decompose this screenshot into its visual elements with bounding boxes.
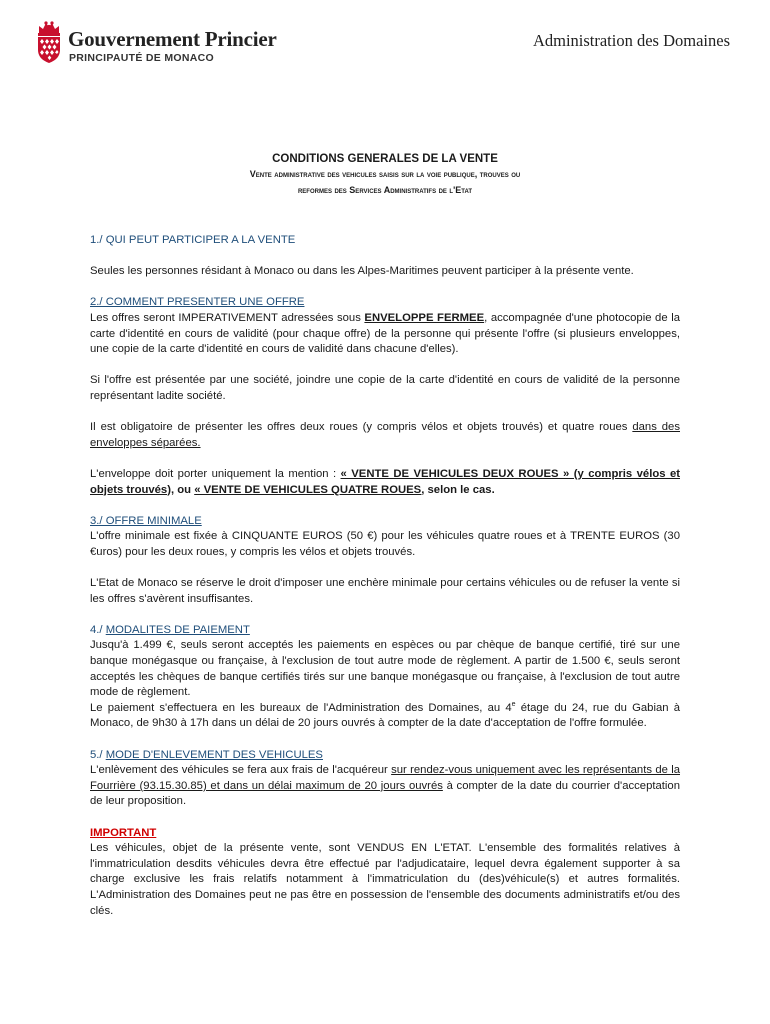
section-2-paragraph-3 bbox=[90, 420, 680, 451]
government-title: Gouvernement Princier bbox=[68, 27, 277, 51]
document-body bbox=[90, 233, 680, 919]
important-paragraph: Les véhicules, objet de la présente vente, sont VENDUS EN L'ETAT. L'ensemble des formalités relatives à l'immatriculation desdits véhicules devra être effectué par l'adjudicataire, lequel devra également supporter à sa charge exclusive les frais relatifs notamment à l'immatriculation du (des)véhicule(s) et autres formalités. L'Administration des Domaines peut ne pas être en possession de l'ensemble des documents administratifs et/ou des clés. bbox=[90, 842, 680, 917]
section-5-paragraph-1 bbox=[90, 763, 680, 810]
section-5-heading bbox=[90, 748, 680, 764]
text-run: L'enveloppe doit porter uniquement la mention : bbox=[90, 467, 341, 480]
section-3-heading: 3./ OFFRE MINIMALE bbox=[90, 514, 202, 527]
section-4-number: 4./ bbox=[90, 623, 106, 636]
section-4-paragraph-1: Jusqu'à 1.499 €, seuls seront acceptés les paiements en espèces ou par chèque de banque certifié, tiré sur une banque monégasque ou française, à l'exclusion de tout autre mode de règlement. A partir de 1.500 €, seuls seront acceptés les chèques de banque certifiés tirés sur une banque monégasque ou française, à l'exclusion de tout autre mode de règlement. bbox=[90, 639, 680, 699]
text-run: selon le cas. bbox=[424, 483, 495, 496]
text-run: , accompagnée d'une photocopie de la carte d'identité en cours de validité (pour chaque offre) de la personne qui présente l'offre (si plusieurs enveloppes, une copie de la carte d'identité en cours de validité dans chacune d'elles). bbox=[90, 311, 680, 356]
text-run: Il est obligatoire de présenter les offres deux roues (y compris vélos et objets trouvés) et quatre roues bbox=[90, 421, 633, 434]
section-1-heading: 1./ QUI PEUT PARTICIPER A LA VENTE bbox=[90, 234, 296, 246]
section-1-paragraph: Seules les personnes résidant à Monaco ou dans les Alpes-Maritimes peuvent participer à la présente vente. bbox=[90, 265, 634, 278]
mention-two-wheels: « VENTE DE VEHICULES DEUX ROUES » (y compris vélos et objets trouvés) bbox=[90, 467, 680, 496]
page-title: CONDITIONS GENERALES DE LA VENTE bbox=[272, 153, 498, 165]
section-5-title: MODE D'ENLEVEMENT DES VEHICULES bbox=[105, 748, 323, 761]
page-header bbox=[0, 0, 770, 80]
envelope-emphasis: ENVELOPPE FERMEE bbox=[364, 311, 485, 324]
section-2-paragraph-4 bbox=[90, 467, 680, 498]
text-run: Les offres seront IMPERATIVEMENT adressées sous bbox=[90, 311, 365, 324]
section-4-heading bbox=[90, 623, 680, 639]
text-run: étage du 24, rue du Gabian à Monaco, de 9h30 à 17h dans un délai de 20 jours ouvrés à compter de la date d'acceptation de l'offre formulée. bbox=[90, 701, 680, 730]
section-2-heading: 2./ COMMENT PRESENTER UNE OFFRE bbox=[90, 296, 305, 309]
text-run: , ou bbox=[170, 483, 195, 496]
text-run: L'enlèvement des véhicules se fera aux frais de l'acquéreur bbox=[90, 764, 392, 777]
text-run: à compter de la date du courrier d'acceptation de leur proposition. bbox=[90, 779, 680, 808]
monaco-crest-icon bbox=[34, 20, 64, 64]
section-3-paragraph-2: L'Etat de Monaco se réserve le droit d'imposer une enchère minimale pour certains véhicules ou de refuser la vente si les offres s'avèrent insuffisantes. bbox=[90, 577, 680, 605]
section-4-paragraph-2 bbox=[90, 701, 680, 732]
subtitle-line-2: reformes des Services Administratifs de l'Etat bbox=[297, 185, 473, 195]
mention-four-wheels: « VENTE DE VEHICULES QUATRE ROUES, bbox=[194, 483, 425, 496]
text-run: Le paiement s'effectuera en les bureaux de l'Administration des Domaines, au 4 bbox=[90, 701, 512, 714]
superscript: e bbox=[511, 701, 516, 709]
important-heading: IMPORTANT bbox=[90, 826, 157, 839]
administration-name: Administration des Domaines bbox=[532, 31, 730, 50]
section-4-title: MODALITES DE PAIEMENT bbox=[105, 623, 250, 636]
section-2-paragraph-1 bbox=[90, 311, 680, 358]
document-titles bbox=[90, 152, 680, 198]
section-2-paragraph-2: Si l'offre est présentée par une société, joindre une copie de la carte d'identité en cours de validité de la personne représentant ladite société. bbox=[90, 374, 680, 402]
section-5-number: 5./ bbox=[90, 748, 106, 761]
subtitle-line-1: Vente administrative des vehicules saisis sur la voie publique, trouves ou bbox=[249, 169, 521, 179]
section-3-paragraph-1: L'offre minimale est fixée à CINQUANTE EUROS (50 €) pour les véhicules quatre roues et à TRENTE EUROS (30 €uros) pour les deux roues, y compris les vélos et objets trouvés. bbox=[90, 530, 680, 558]
separate-envelopes-emphasis: dans des enveloppes séparées. bbox=[90, 421, 680, 449]
government-subtitle: PRINCIPAUTÉ DE MONACO bbox=[69, 52, 214, 64]
appointment-emphasis: sur rendez-vous uniquement avec les représentants de la Fourrière (93.15.30.85) et dans un délai maximum de 20 jours ouvrés bbox=[90, 764, 680, 792]
